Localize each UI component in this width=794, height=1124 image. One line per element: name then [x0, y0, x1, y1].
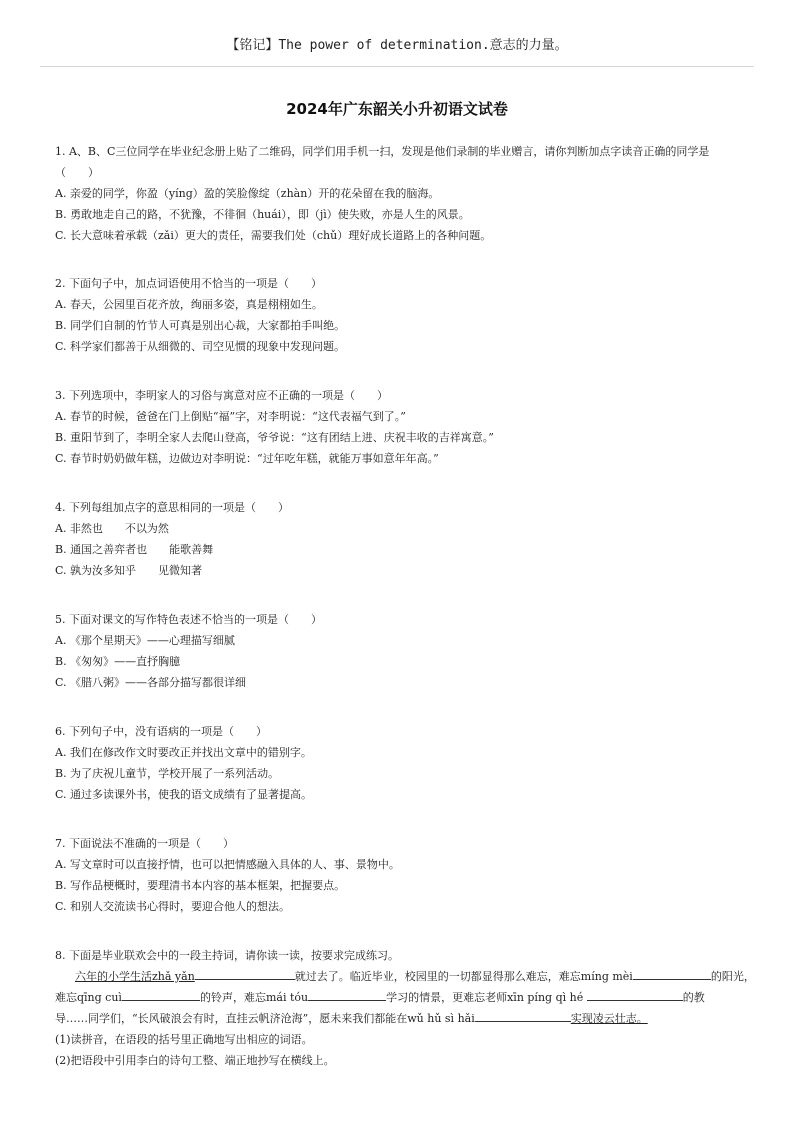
question-8-sub-1: (1)读拼音，在语段的括号里正确地写出相应的词语。	[55, 1033, 313, 1046]
question-3-option-a: A. 春节的时候，爸爸在门上倒贴“福”字，对李明说：“这代表福气到了。”	[55, 410, 406, 423]
question-1-stem: 1. A、B、C三位同学在毕业纪念册上贴了二维码，同学们用手机一扫，发现是他们录制的毕业赠言，请你判断加点字读音正确的同学是（ ）	[55, 145, 710, 179]
header-divider	[40, 66, 754, 67]
answer-blank[interactable]	[122, 988, 200, 1001]
answer-blank[interactable]	[587, 988, 683, 1001]
question-6-option-c: C. 通过多读课外书，使我的语文成绩有了显著提高。	[55, 788, 313, 801]
answer-blank[interactable]	[475, 1009, 571, 1022]
question-7-option-c: C. 和别人交流读书心得时，要迎合他人的想法。	[55, 900, 291, 913]
question-8-passage-line-1	[55, 966, 755, 987]
question-7-option-b: B. 写作品梗概时，要理清书本内容的基本框架，把握要点。	[55, 879, 346, 892]
question-6-option-a: A. 我们在修改作文时要改正并找出文章中的错别字。	[55, 746, 312, 759]
question-4-option-c: C. 孰为汝多知乎 见微知著	[55, 564, 203, 577]
question-5-option-b: B. 《匆匆》——直抒胸臆	[55, 655, 181, 668]
question-2	[55, 273, 745, 357]
question-5-option-c: C. 《腊八粥》——各部分描写都很详细	[55, 676, 247, 689]
question-8-stem: 8. 下面是毕业联欢会中的一段主持词，请你读一读，按要求完成练习。	[55, 949, 399, 962]
question-7-option-a: A. 写文章时可以直接抒情，也可以把情感融入具体的人、事、景物中。	[55, 858, 400, 871]
question-1-option-c: C. 长大意味着承载（zǎi）更大的责任，需要我们处（chǔ）理好成长道路上的各种问题。	[55, 229, 492, 242]
passage-text: 六年的小学生活zhǎ yǎn	[75, 970, 195, 983]
passage-text: 学习的情景，更难忘老师xīn píng qì hé	[386, 991, 584, 1004]
question-2-option-b: B. 同学们自制的竹节人可真是别出心裁，大家都拍手叫绝。	[55, 319, 346, 332]
question-5-option-a: A. 《那个星期天》——心理描写细腻	[55, 634, 235, 647]
question-6-stem: 6. 下列句子中，没有语病的一项是（ ）	[55, 725, 267, 738]
question-4-stem: 4. 下列每组加点字的意思相同的一项是（ ）	[55, 501, 289, 514]
passage-text: 的铃声，难忘mái tóu	[199, 991, 309, 1004]
question-2-stem: 2. 下面句子中，加点词语使用不恰当的一项是（ ）	[55, 277, 322, 290]
header-motto: 【铭记】The power of determination.意志的力量。	[226, 38, 568, 53]
question-4-option-b: B. 通国之善弈者也 能歌善舞	[55, 543, 214, 556]
passage-text: 实现凌云壮志。	[570, 1012, 648, 1025]
passage-text: 难忘qīng cuì	[55, 991, 122, 1004]
question-7	[55, 833, 745, 917]
question-6	[55, 721, 745, 805]
question-1-option-a: A. 亲爱的同学，你盈（yíng）盈的笑脸像绽（zhàn）开的花朵留在我的脑海。	[55, 187, 440, 200]
question-7-stem: 7. 下面说法不准确的一项是（ ）	[55, 837, 234, 850]
question-8	[55, 945, 755, 1071]
question-2-option-c: C. 科学家们都善于从细微的、司空见惯的现象中发现问题。	[55, 340, 346, 353]
passage-text: 的教	[682, 991, 705, 1004]
question-2-option-a: A. 春天，公园里百花齐放，绚丽多姿，真是栩栩如生。	[55, 298, 323, 311]
answer-blank[interactable]	[633, 967, 711, 980]
question-5-stem: 5. 下面对课文的写作特色表述不恰当的一项是（ ）	[55, 613, 322, 626]
paper-title: 2024年广东韶关小升初语文试卷	[286, 100, 508, 118]
passage-text: 导……同学们，“长风破浪会有时，直挂云帆济沧海”，愿未来我们都能在wǔ hǔ sì hǎi	[55, 1012, 475, 1025]
question-5	[55, 609, 745, 693]
question-3-option-c: C. 春节时奶奶做年糕，边做边对李明说：“过年吃年糕，就能万事如意年年高。”	[55, 452, 439, 465]
question-3-stem: 3. 下列选项中，李明家人的习俗与寓意对应不正确的一项是（ ）	[55, 389, 388, 402]
question-4	[55, 497, 745, 581]
question-4-option-a: A. 非然也 不以为然	[55, 522, 169, 535]
question-1-option-b: B. 勇敢地走自己的路，不犹豫，不徘徊（huái），即（jì）使失败，亦是人生的风景。	[55, 208, 470, 221]
passage-text: 的阳光，	[710, 970, 755, 983]
question-8-passage-line-2	[55, 987, 745, 1008]
question-3	[55, 385, 745, 469]
question-6-option-b: B. 为了庆祝儿童节，学校开展了一系列活动。	[55, 767, 280, 780]
answer-blank[interactable]	[308, 988, 386, 1001]
question-8-sub-2: (2)把语段中引用李白的诗句工整、端正地抄写在横线上。	[55, 1054, 335, 1067]
question-3-option-b: B. 重阳节到了，李明全家人去爬山登高，爷爷说：“这有团结上进、庆祝丰收的吉祥寓意。”	[55, 431, 494, 444]
answer-blank[interactable]	[195, 967, 295, 980]
question-1	[55, 141, 745, 246]
question-8-passage-line-3	[55, 1008, 745, 1029]
passage-text: 就过去了。临近毕业，校园里的一切都显得那么难忘，难忘míng mèi	[294, 970, 633, 983]
